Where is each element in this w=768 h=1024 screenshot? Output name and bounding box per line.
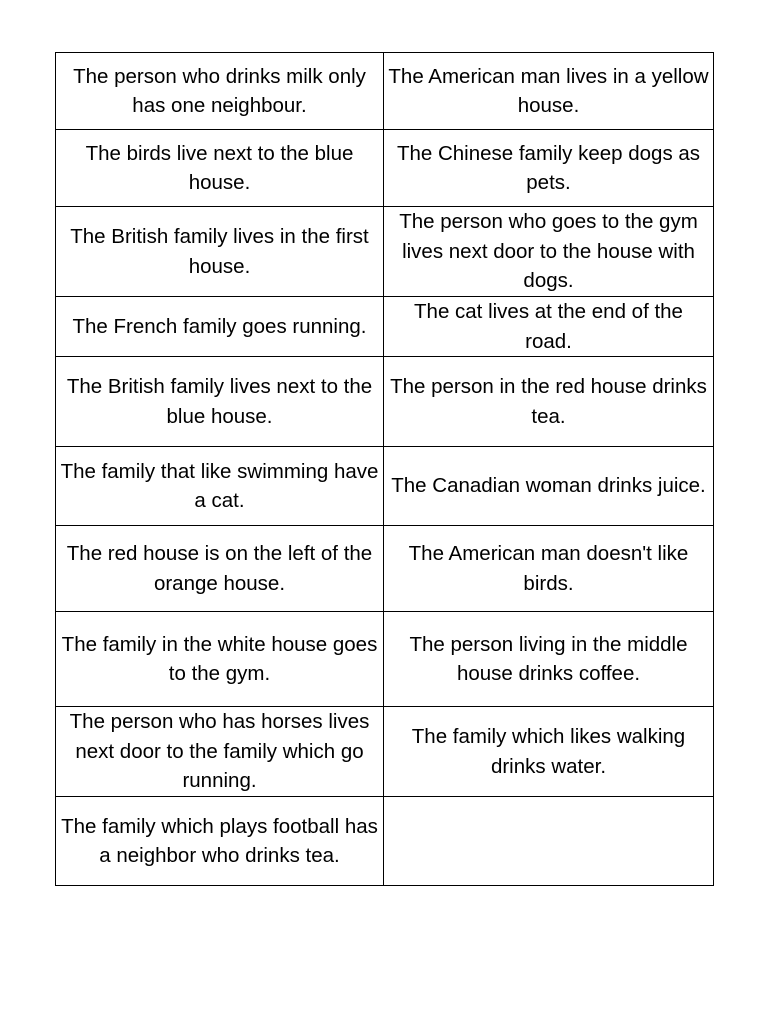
table-row bbox=[56, 53, 714, 130]
clue-card: The family which likes walking drinks water. bbox=[384, 707, 714, 797]
table-row bbox=[56, 130, 714, 207]
table-row bbox=[56, 612, 714, 707]
clue-card: The birds live next to the blue house. bbox=[56, 130, 384, 207]
clue-card: The person who goes to the gym lives next door to the house with dogs. bbox=[384, 207, 714, 297]
clue-card: The American man lives in a yellow house. bbox=[384, 53, 714, 130]
table-row bbox=[56, 357, 714, 447]
clue-card: The Canadian woman drinks juice. bbox=[384, 447, 714, 526]
clue-card: The French family goes running. bbox=[56, 297, 384, 357]
clue-card: The family that like swimming have a cat. bbox=[56, 447, 384, 526]
clue-card: The British family lives in the first house. bbox=[56, 207, 384, 297]
table-row bbox=[56, 207, 714, 297]
clue-card: The person who drinks milk only has one neighbour. bbox=[56, 53, 384, 130]
clue-card: The person who has horses lives next door to the family which go running. bbox=[56, 707, 384, 797]
clue-card: The person living in the middle house drinks coffee. bbox=[384, 612, 714, 707]
clue-card: The family in the white house goes to the gym. bbox=[56, 612, 384, 707]
clue-card: The cat lives at the end of the road. bbox=[384, 297, 714, 357]
table-row bbox=[56, 526, 714, 612]
table-row bbox=[56, 797, 714, 886]
empty-clue-card bbox=[384, 797, 714, 886]
clue-card: The British family lives next to the blue house. bbox=[56, 357, 384, 447]
clue-card: The red house is on the left of the orange house. bbox=[56, 526, 384, 612]
clue-card: The person in the red house drinks tea. bbox=[384, 357, 714, 447]
clue-card: The Chinese family keep dogs as pets. bbox=[384, 130, 714, 207]
table-row bbox=[56, 297, 714, 357]
clue-card: The American man doesn't like birds. bbox=[384, 526, 714, 612]
clue-card-table bbox=[55, 52, 714, 886]
clue-card: The family which plays football has a neighbor who drinks tea. bbox=[56, 797, 384, 886]
table-row bbox=[56, 447, 714, 526]
table-row bbox=[56, 707, 714, 797]
